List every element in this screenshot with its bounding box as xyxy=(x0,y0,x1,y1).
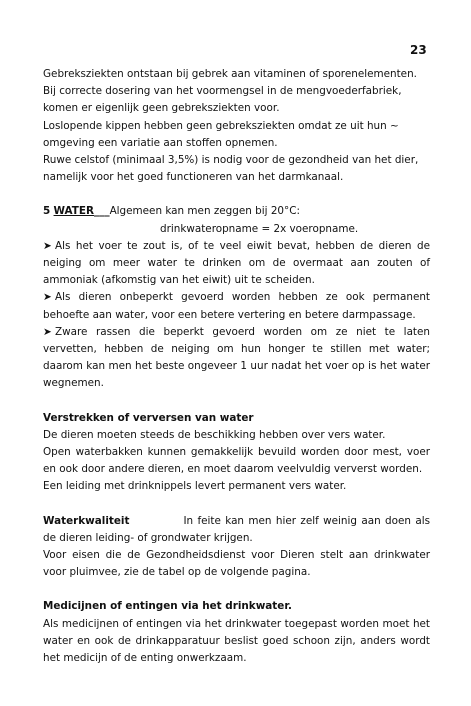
bullet-text: Als dieren onbeperkt gevoerd worden hebben ze ook permanent behoefte aan water, voor een betere vertering en betere darmpassage. xyxy=(43,291,430,321)
section-intro: Algemeen kan men zeggen bij 20°C: xyxy=(109,205,300,218)
section-water-heading xyxy=(43,203,430,220)
paragraph-text: In feite kan men hier zelf weinig aan doen als de dieren leiding- of grondwater krijgen. xyxy=(43,514,430,544)
subheading-medicijnen: Medicijnen of entingen via het drinkwater. xyxy=(43,600,292,613)
section-number: 5 xyxy=(43,205,51,218)
bullet-item xyxy=(43,289,430,323)
paragraph-waterkwaliteit xyxy=(43,513,430,547)
subheading-verstrekken: Verstrekken of verversen van water xyxy=(43,411,254,424)
bullet-item xyxy=(43,238,430,290)
text-line: Gebreksziekten ontstaan bij gebrek aan vitaminen of sporenelementen. xyxy=(43,68,417,80)
bullet-item xyxy=(43,324,430,393)
text-line: Een leiding met drinknippels levert permanent vers water. xyxy=(43,480,347,493)
paragraph-gebreksziekten xyxy=(43,66,430,186)
paragraph-text: Als medicijnen of entingen via het drinkwater toegepast worden moet het water en ook de drinkapparatuur beslist goed schoon zijn, anders wordt het medicijn of de enting onwerkzaam. xyxy=(43,617,430,665)
water-formula: drinkwateropname = 2x voeropname. xyxy=(160,222,359,235)
arrow-bullet-icon: ➤ xyxy=(43,291,52,304)
page-number: 23 xyxy=(410,43,427,57)
page-body xyxy=(43,66,430,667)
text-line: namelijk voor het goed functioneren van het darmkanaal. xyxy=(43,171,344,184)
arrow-bullet-icon: ➤ xyxy=(43,325,52,338)
bullet-text: Als het voer te zout is, of te veel eiwit bevat, hebben de dieren de neiging om meer water te drinken om de overmaat aan zouten of ammoniak (afkomstig van het eiwit) uit te scheiden. xyxy=(43,239,430,287)
text-line: Bij correcte dosering van het voormengsel in de mengvoederfabriek, xyxy=(43,85,402,98)
section-title: WATER xyxy=(53,205,94,218)
paragraph-text: Voor eisen die de Gezondheidsdienst voor Dieren stelt aan drinkwater voor pluimvee, zie de tabel op de volgende pagina. xyxy=(43,549,430,579)
text-line: komen er eigenlijk geen gebreksziekten voor. xyxy=(43,102,280,115)
subheading-waterkwaliteit: Waterkwaliteit xyxy=(43,514,130,527)
bullet-text: Zware rassen die beperkt gevoerd worden om ze niet te laten vervetten, hebben de neiging om hun honger te stillen met water; daarom kan men het beste ongeveer 1 uur nadat het voer op is het water wegnemen. xyxy=(43,325,430,390)
text-line: De dieren moeten steeds de beschikking hebben over vers water. xyxy=(43,428,386,441)
text-line: Open waterbakken kunnen gemakkelijk bevuild worden door mest, voer en ook door andere dieren, en moet daarom veelvuldig ververst worden. xyxy=(43,446,430,476)
text-line: omgeving een variatie aan stoffen opnemen. xyxy=(43,136,278,149)
section-title-suffix: ___ xyxy=(93,205,110,218)
arrow-bullet-icon: ➤ xyxy=(43,239,52,252)
text-line: Ruwe celstof (minimaal 3,5%) is nodig voor de gezondheid van het dier, xyxy=(43,154,419,167)
text-line: Loslopende kippen hebben geen gebreksziekten omdat ze uit hun ~ xyxy=(43,119,399,132)
